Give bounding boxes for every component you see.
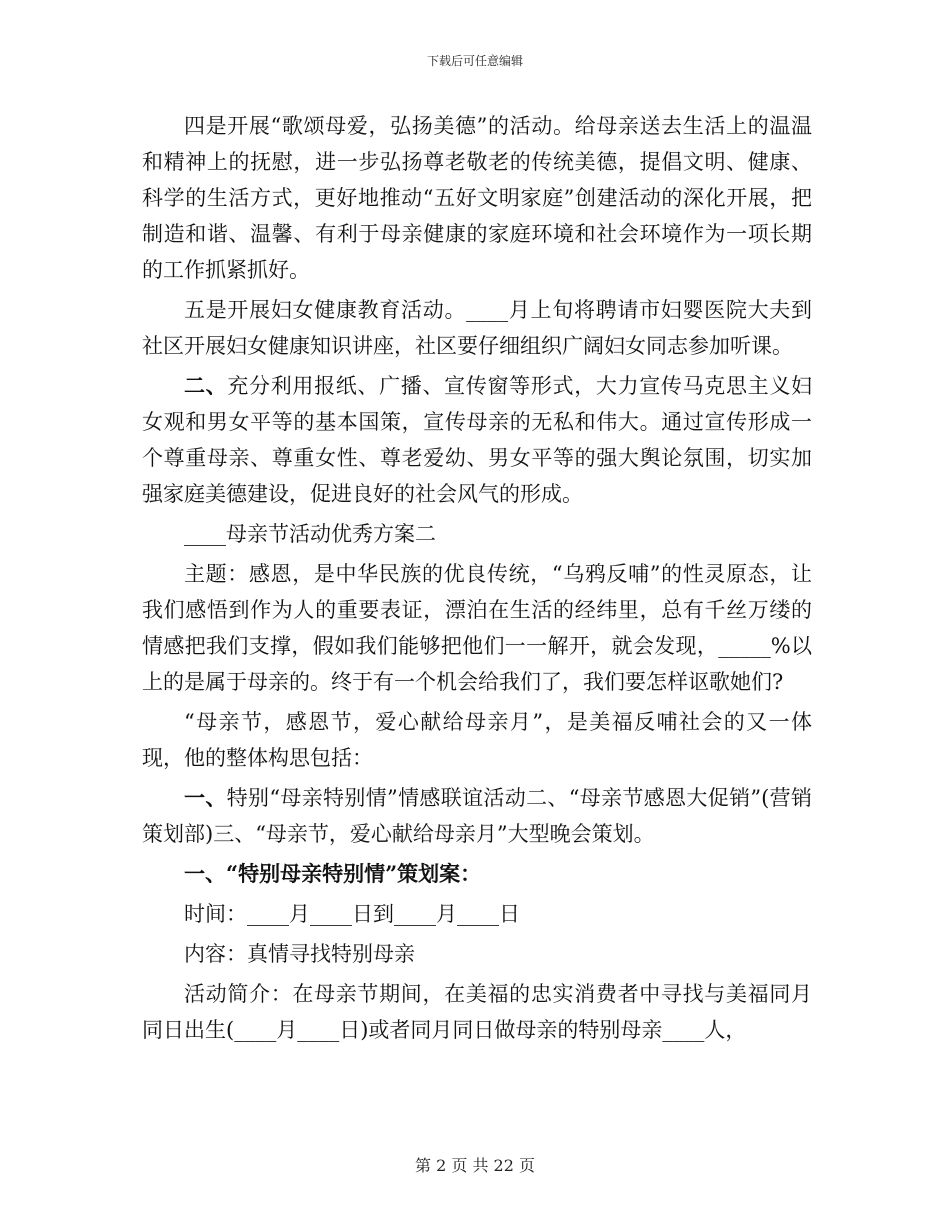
paragraph-activity-intro: 活动简介：在母亲节期间，在美福的忠实消费者中寻找与美福同月同日出生(____月____日)或者同月同日做母亲的特别母亲____人，: [142, 982, 812, 1042]
section-heading-plan-two: ____母亲节活动优秀方案二: [184, 522, 436, 546]
page-header: 下载后可任意编辑: [426, 54, 523, 68]
paragraph-section-two: [142, 368, 812, 512]
page-footer: 第 2 页 共 22 页: [415, 1156, 535, 1175]
paragraph-lead: 二、: [184, 373, 228, 398]
paragraph-lead: 一、: [184, 785, 227, 810]
paragraph-body: 充分利用报纸、广播、宣传窗等形式，大力宣传马克思主义妇女观和男女平等的基本国策，宣传母亲的无私和伟大。通过宣传形成一个尊重母亲、尊重女性、尊老爱幼、男女平等的强大舆论氛围，切实加强家庭美德建设，促进良好的社会风气的形成。: [142, 374, 812, 506]
paragraph-overview: “母亲节，感恩节，爱心献给母亲月”，是美福反哺社会的又一体现，他的整体构思包括：: [142, 710, 812, 770]
section-heading-special-mother: 一、“特别母亲特别情”策划案：: [184, 861, 482, 886]
paragraph-4th-activity: 四是开展“歌颂母爱，弘扬美德”的活动。给母亲送去生活上的温温和精神上的抚慰，进一步弘扬尊老敬老的传统美德，提倡文明、健康、科学的生活方式，更好地推动“五好文明家庭”创建活动的深化开展，把制造和谐、温馨、有利于母亲健康的家庭环境和社会环境作为一项长期的工作抓紧抓好。: [142, 114, 812, 282]
paragraph-5th-activity: 五是开展妇女健康教育活动。____月上旬将聘请市妇婴医院大夫到社区开展妇女健康知识讲座，社区要仔细组织广阔妇女同志参加听课。: [142, 298, 812, 358]
paragraph-time: 时间：____月____日到____月____日: [184, 902, 520, 926]
document-body: [142, 108, 812, 1052]
paragraph-theme: 主题：感恩，是中华民族的优良传统，“乌鸦反哺”的性灵原态，让我们感悟到作为人的重要表证，漂泊在生活的经纬里，总有千丝万缕的情感把我们支撑，假如我们能够把他们一一解开，就会发现，_____%以上的是属于母亲的。终于有一个机会给我们了，我们要怎样讴歌她们?: [142, 562, 812, 694]
paragraph-content: 内容：真情寻找特别母亲: [184, 942, 415, 966]
paragraph-plan-list: [142, 780, 812, 852]
paragraph-body: 特别“母亲特别情”情感联谊活动二、“母亲节感恩大促销”(营销策划部)三、“母亲节，爱心献给母亲月”大型晚会策划。: [142, 786, 813, 846]
